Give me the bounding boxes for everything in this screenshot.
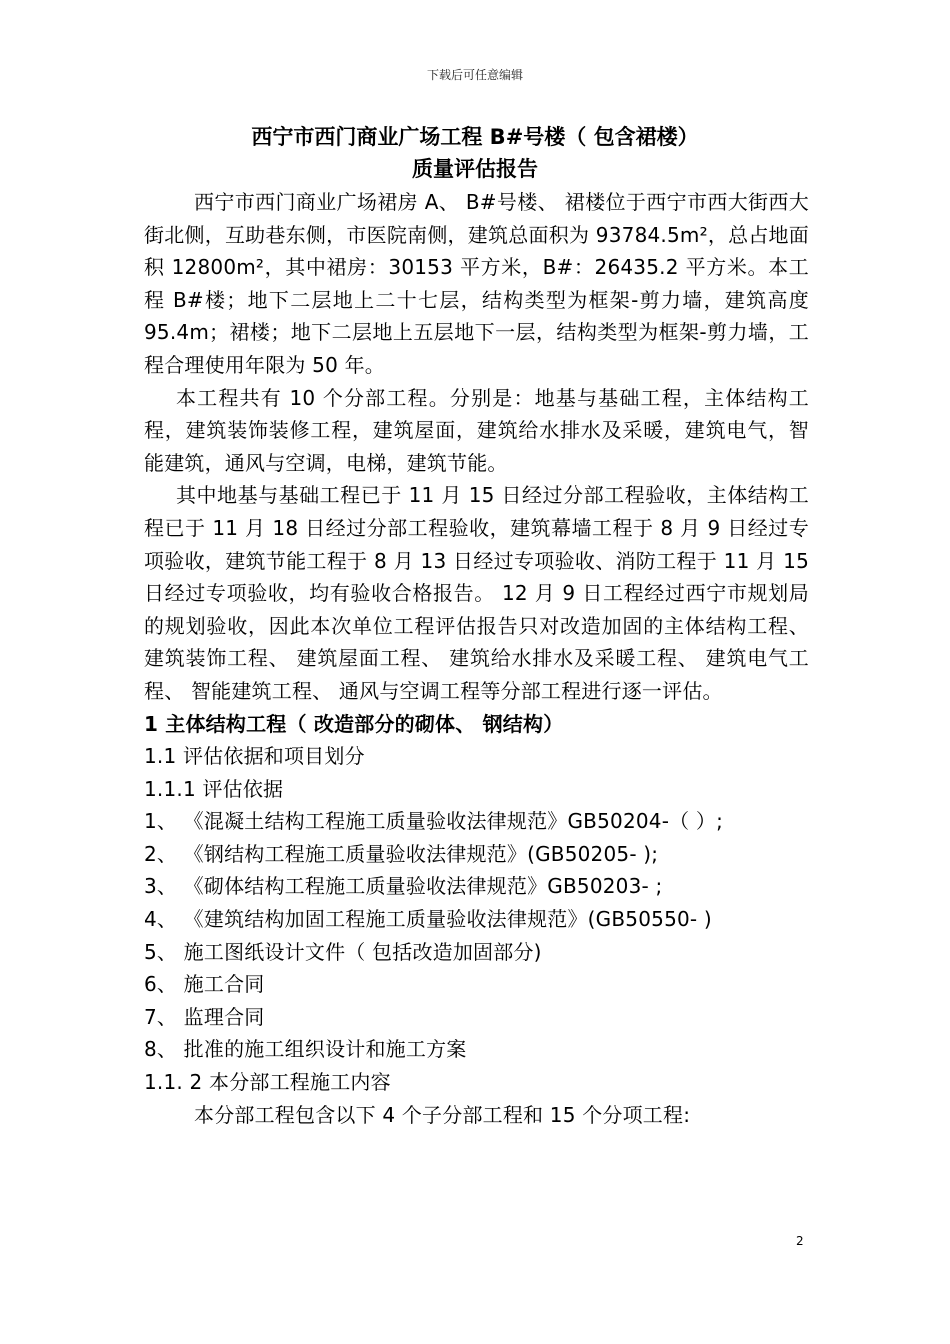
list-item-basis: 4、 《建筑结构加固工程施工质量验收法律规范》(GB50550- ) (144, 907, 712, 932)
list-item-basis: 2、 《钢结构工程施工质量验收法律规范》(GB50205- ); (144, 841, 659, 866)
section-heading-1-1: 1.1 评估依据和项目划分 (144, 744, 365, 769)
page-header-note: 下载后可任意编辑 (426, 68, 523, 82)
paragraph-construction-content: 本分部工程包含以下 4 个子分部工程和 15 个分项工程: (194, 1102, 691, 1127)
document-title-line1: 西宁市西门商业广场工程 B#号楼（ 包含裙楼） (251, 125, 699, 149)
list-item-basis: 1、 《混凝土结构工程施工质量验收法律规范》GB50204-（ ）; (144, 809, 724, 834)
page-number: 2 (796, 1234, 804, 1248)
list-item-basis: 3、 《砌体结构工程施工质量验收法律规范》GB50203- ; (144, 874, 663, 899)
document-body (144, 186, 809, 1131)
list-item-basis: 8、 批准的施工组织设计和施工方案 (144, 1037, 467, 1062)
list-item-basis: 6、 施工合同 (144, 972, 265, 997)
paragraph-project-overview: 西宁市西门商业广场裙房 A、 B#号楼、 裙楼位于西宁市西大街西大街北侧，互助巷东侧，市医院南侧，建筑总面积为 93784.5m²，总占地面积 12800m²，其中裙房：30153 平方米，B#：26435.2 平方米。本工程 B#楼；地下二层地上二十七层，结构类型为框架-剪力墙，建筑高度 95.4m；裙楼；地下二层地上五层地下一层，结构类型为框架-剪力墙，工程合理使用年限为 50 年。 (144, 190, 809, 377)
document-title-line2: 质量评估报告 (412, 157, 538, 181)
list-item-basis: 5、 施工图纸设计文件（ 包括改造加固部分) (144, 939, 542, 964)
section-heading-main-structure: 1 主体结构工程（ 改造部分的砌体、 钢结构） (144, 711, 564, 736)
paragraph-acceptance: 其中地基与基础工程已于 11 月 15 日经过分部工程验收，主体结构工程已于 11 月 18 日经过分部工程验收，建筑幕墙工程于 8 月 9 日经过专项验收，建筑节能工程于 8 月 13 日经过专项验收、消防工程于 11 月 15 日经过专项验收，均有验收合格报告。 12 月 9 日工程经过西宁市规划局的规划验收，因此本次单位工程评估报告只对改造加固的主体结构工程、 建筑装饰工程、 建筑屋面工程、 建筑给水排水及采暖工程、 建筑电气工程、 智能建筑工程、 通风与空调工程等分部工程进行逐一评估。 (144, 483, 809, 703)
paragraph-subsections: 本工程共有 10 个分部工程。分别是：地基与基础工程，主体结构工程，建筑装饰装修工程，建筑屋面，建筑给水排水及采暖，建筑电气，智能建筑，通风与空调，电梯，建筑节能。 (144, 385, 809, 475)
list-item-basis: 7、 监理合同 (144, 1004, 265, 1029)
section-heading-1-1-1: 1.1.1 评估依据 (144, 776, 284, 801)
section-heading-1-1-2: 1.1. 2 本分部工程施工内容 (144, 1070, 391, 1095)
